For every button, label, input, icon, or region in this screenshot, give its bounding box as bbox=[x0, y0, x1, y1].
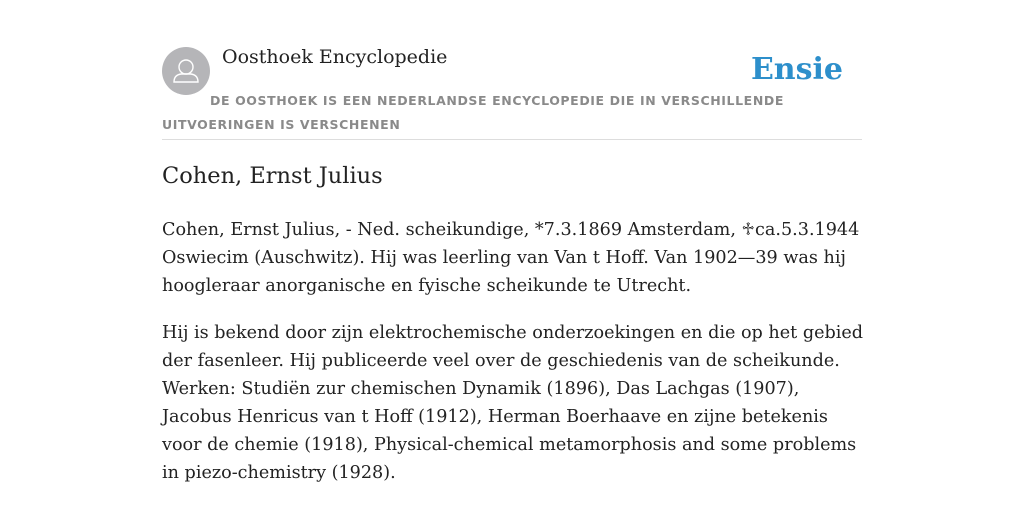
article-body bbox=[162, 216, 872, 506]
author-name[interactable]: Oosthoek Encyclopedie bbox=[222, 46, 448, 68]
article-paragraph: Hij is bekend door zijn elektrochemische onderzoekingen en die op het gebied der fasenleer. Hij publiceerde veel over de geschiedenis van de scheikunde. Werken: Studiën zur chemischen Dynamik (1896), Das Lachgas (1907), Jacobus Henricus van t Hoff (1912), Herman Boerhaave en zijne betekenis voor de chemie (1918), Physical-chemical metamorphosis and some problems in piezo-chemistry (1928). bbox=[162, 323, 864, 483]
article-paragraph: Cohen, Ernst Julius, - Ned. scheikundige, *7.3.1869 Amsterdam, ♱ca.5.3.1944 Oswiecim (Auschwitz). Hij was leerling van Van t Hoff. Van 1902—39 was hij hoogleraar anorganische en fyische scheikunde te Utrecht. bbox=[162, 220, 860, 296]
author-tagline: DE OOSTHOEK IS EEN NEDERLANDSE ENCYCLOPEDIE DIE IN VERSCHILLENDE UITVOERINGEN IS VERSCHENEN bbox=[162, 93, 784, 132]
article-title: Cohen, Ernst Julius bbox=[162, 163, 383, 189]
ensie-logo[interactable]: Ensie bbox=[750, 52, 843, 87]
user-avatar-icon[interactable] bbox=[162, 47, 210, 95]
header bbox=[162, 44, 862, 140]
